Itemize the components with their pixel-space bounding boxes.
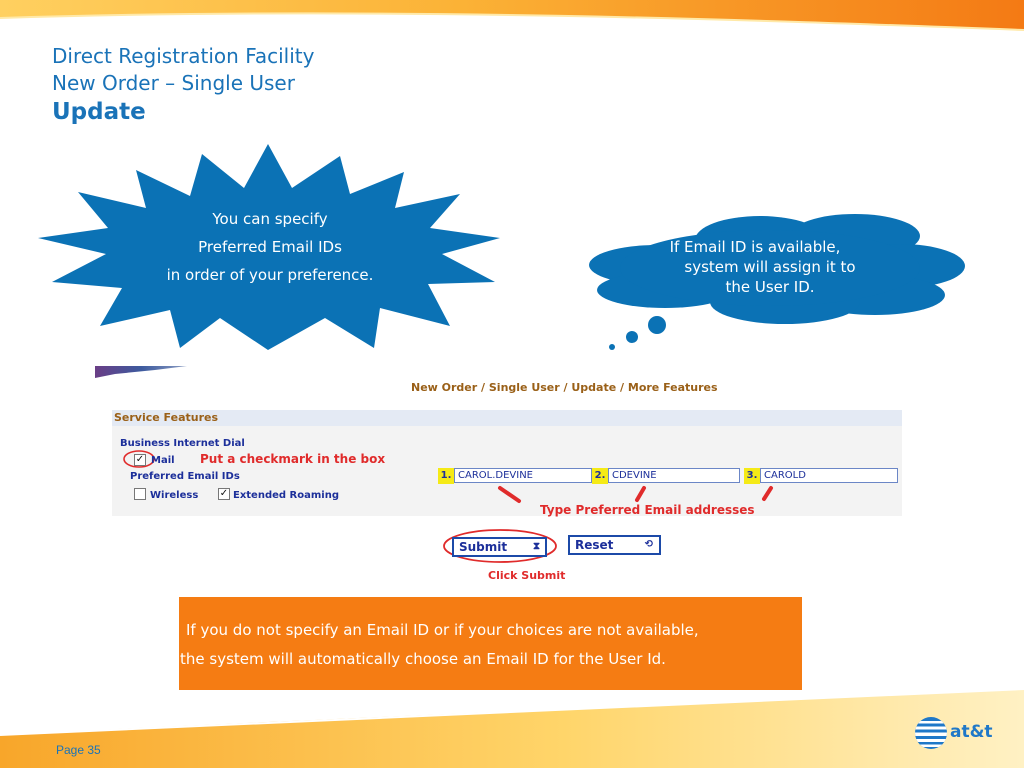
- title-line-1: Direct Registration Facility: [52, 44, 315, 68]
- starburst-line-1: You can specify: [212, 210, 328, 228]
- email-3-number: 3.: [744, 468, 760, 484]
- submit-instruction-note: Click Submit: [488, 569, 566, 582]
- att-globe-icon: [914, 716, 948, 750]
- reset-button[interactable]: [568, 535, 661, 555]
- mail-label: Mail: [151, 455, 175, 466]
- title-line-2: New Order – Single User: [52, 71, 295, 95]
- cloud-line-2: system will assign it to: [684, 258, 856, 276]
- email-1-input[interactable]: CAROL.DEVINE: [454, 468, 592, 483]
- reset-icon: ⟲: [644, 539, 653, 550]
- mail-checkbox[interactable]: ✓: [135, 454, 145, 465]
- email-3-input[interactable]: CAROLD: [760, 468, 898, 483]
- note-line-2: the system will automatically choose an Email ID for the User Id.: [180, 650, 666, 668]
- fallback-note-box: [179, 597, 802, 690]
- email-1-number: 1.: [438, 468, 454, 484]
- att-logo-text: at&t: [950, 722, 993, 742]
- header-image-fragment: [95, 366, 187, 378]
- title-update: Update: [52, 99, 146, 125]
- bottom-swoosh-band: [0, 685, 1024, 768]
- wireless-label: Wireless: [150, 490, 199, 501]
- page-number: Page 35: [56, 743, 101, 757]
- breadcrumb: New Order / Single User / Update / More Features: [411, 381, 718, 394]
- mail-instruction-note: Put a checkmark in the box: [200, 452, 386, 466]
- cloud-text: [650, 237, 890, 297]
- preferred-email-label: Preferred Email IDs: [130, 471, 240, 482]
- cloud-line-3: the User ID.: [725, 278, 815, 296]
- cloud-line-1: If Email ID is available,: [669, 238, 841, 256]
- section-header: Service Features: [112, 410, 902, 426]
- note-line-1: If you do not specify an Email ID or if your choices are not available,: [186, 621, 699, 639]
- hourglass-icon: ⧗: [532, 541, 540, 552]
- extended-roaming-label: Extended Roaming: [233, 490, 339, 501]
- submit-button-label: Submit: [459, 540, 508, 554]
- starburst-line-3: in order of your preference.: [166, 266, 374, 284]
- service-features-panel: [112, 410, 902, 516]
- starburst-text: [130, 205, 410, 289]
- email-2-input[interactable]: CDEVINE: [608, 468, 740, 483]
- email-instruction-note: Type Preferred Email addresses: [540, 503, 755, 517]
- business-internet-label: Business Internet Dial: [120, 438, 245, 449]
- starburst-line-2: Preferred Email IDs: [198, 238, 342, 256]
- extended-roaming-checkbox[interactable]: ✓: [219, 488, 229, 499]
- top-swoosh-band: [0, 0, 1024, 40]
- wireless-checkbox[interactable]: [134, 488, 146, 500]
- submit-button[interactable]: [452, 537, 547, 557]
- reset-button-label: Reset: [575, 538, 614, 552]
- email-2-number: 2.: [592, 468, 608, 484]
